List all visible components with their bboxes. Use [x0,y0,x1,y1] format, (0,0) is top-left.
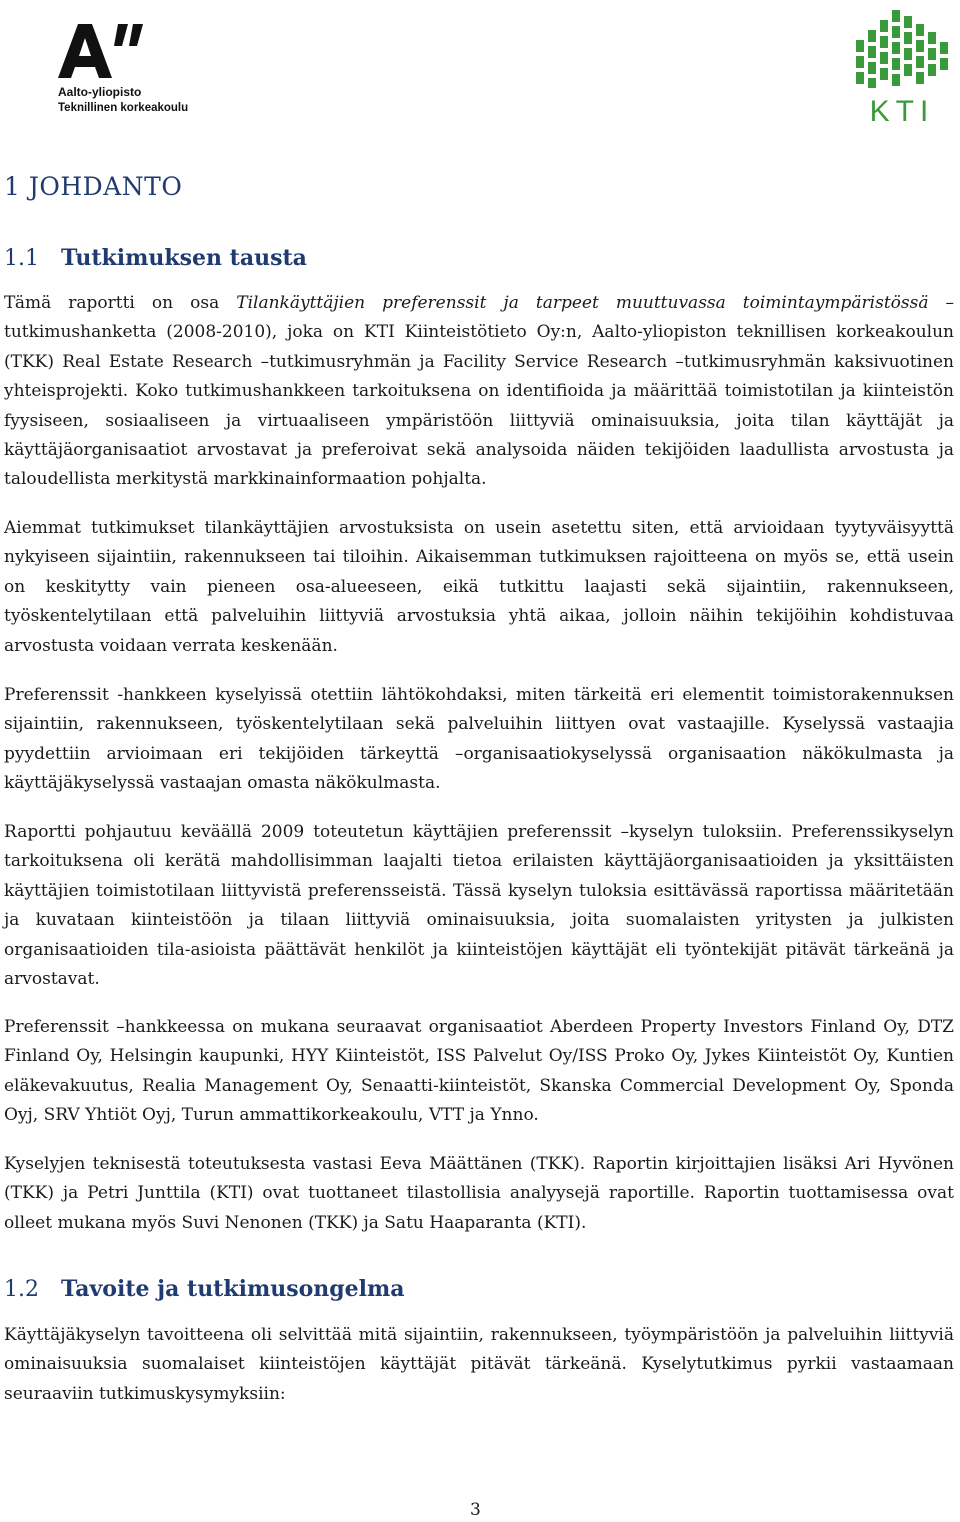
section-1-1-title: Tutkimuksen tausta [61,245,307,271]
paragraph-1-project-name: Tilankäyttäjien preferenssit ja tarpeet muuttuvassa toimintaympäristössä [236,293,929,313]
paragraph-1-start: Tämä raportti on osa [4,293,237,313]
section-1-2-title: Tavoite ja tutkimusongelma [61,1276,405,1302]
paragraph-1 [4,289,954,495]
section-1-2-number: 1.2 [4,1277,39,1302]
heading-section-1-1 [4,245,307,271]
paragraph-2: Aiemmat tutkimukset tilankäyttäjien arvostuksista on usein asetettu siten, että arvioidaan tyytyväisyyttä nykyiseen sijaintiin, rakennukseen tai tiloihin. Aikaisemman tutkimuksen rajoitteena on myös se, että usein on keskitytty vain pieneen osa-alueeseen, eikä tutkittu laajasti sekä sijaintiin, rakennukseen, työskentelytilaan että palveluihin liittyviä arvostuksia yhtä aikaa, jolloin näihin tekijöihin kohdistuvaa arvostusta voidaan verrata keskenään. [4,518,954,656]
paragraph-5: Preferenssit –hankkeessa on mukana seuraavat organisaatiot Aberdeen Property Investors Finland Oy, DTZ Finland Oy, Helsingin kaupunki, HYY Kiinteistöt, ISS Palvelut Oy/ISS Proko Oy, Jykes Kiinteistöt Oy, Kuntien eläkevakuutus, Realia Management Oy, Senaatti-kiinteistöt, Skanska Commercial Development Oy, Sponda Oyj, SRV Yhtiöt Oyj, Turun ammattikorkeakoulu, VTT ja Ynno. [4,1017,954,1126]
paragraph-7: Käyttäjäkyselyn tavoitteena oli selvittää mitä sijaintiin, rakennukseen, työympäristöön ja palveluihin liittyviä ominaisuuksia suomalaiset kiinteistöjen käyttäjät pitävät tärkeänä. Kyselytutkimus pyrkii vastaamaan seuraaviin tutkimuskysymyksiin: [4,1325,954,1404]
kti-logo-text: KTI [869,95,935,124]
page-number: 3 [470,1500,481,1520]
paragraph-3: Preferenssit -hankkeen kyselyissä otettiin lähtökohdaksi, miten tärkeitä eri elementit toimistorakennuksen sijaintiin, rakennukseen, työskentelytilaan sekä palveluihin liittyen ovat vastaajille. Kyselyssä vastaajia pyydettiin arvioimaan eri tekijöiden tärkeyttä –organisaatiokyselyssä organisaation näkökulmasta ja käyttäjäkyselyssä vastaajan omasta näkökulmasta. [4,685,954,794]
paragraph-4: Raportti pohjautuu keväällä 2009 toteutetun käyttäjien preferenssit –kyselyn tuloksiin. Preferenssikyselyn tarkoituksena oli kerätä mahdollisimman laajalti tietoa erilaisten käyttäjäorganisaatioiden ja yksittäisten käyttäjien toimistotilaan liittyvistä preferensseistä. Tässä kyselyn tuloksia esittävässä raportissa määritetään ja kuvataan kiinteistöön ja tilaan liittyviä ominaisuuksia, joita suomalaisten yritysten ja julkisten organisaatioiden tila-asioista päättävät henkilöt ja kiinteistöjen käyttäjät eli työntekijät pitävät tärkeänä ja arvostavat. [4,822,954,990]
aalto-logo-line1: Aalto-yliopisto [58,85,142,99]
kti-logo [852,4,952,124]
section-1-1-number: 1.1 [4,246,39,271]
paragraph-6: Kyselyjen teknisestä toteutuksesta vastasi Eeva Määttänen (TKK). Raportin kirjoittajien lisäksi Ari Hyvönen (TKK) ja Petri Junttila (KTI) ovat tuottaneet tilastollisia analyysejä raportille. Raportin tuottamisessa ovat olleet mukana myös Suvi Nenonen (TKK) ja Satu Haaparanta (KTI). [4,1154,954,1233]
aalto-logo-line2: Teknillinen korkeakoulu [58,102,189,114]
paragraph-1-rest: – tutkimushanketta (2008-2010), joka on KTI Kiinteistötieto Oy:n, Aalto-yliopiston teknillisen korkeakoulun (TKK) Real Estate Research –tutkimusryhmän ja Facility Service Research –tutkimusryhmän kaksivuotinen yhteisprojekti. Koko tutkimushankkeen tarkoituksena on identifioida ja määrittää toimistotilan ja kiinteistön fyysiseen, sosiaaliseen ja virtuaaliseen ympäristöön liittyviä ominaisuuksia, joita tilan käyttäjät ja käyttäjäorganisaatiot arvostavat ja preferoivat sekä analysoida näiden tekijöiden laadullista arvostusta ja taloudellista merkitystä markkinainformaation pohjalta. [4,293,954,490]
heading-section-1-2 [4,1276,405,1302]
aalto-logo [56,20,216,120]
heading-johdanto: 1 JOHDANTO [4,172,183,201]
